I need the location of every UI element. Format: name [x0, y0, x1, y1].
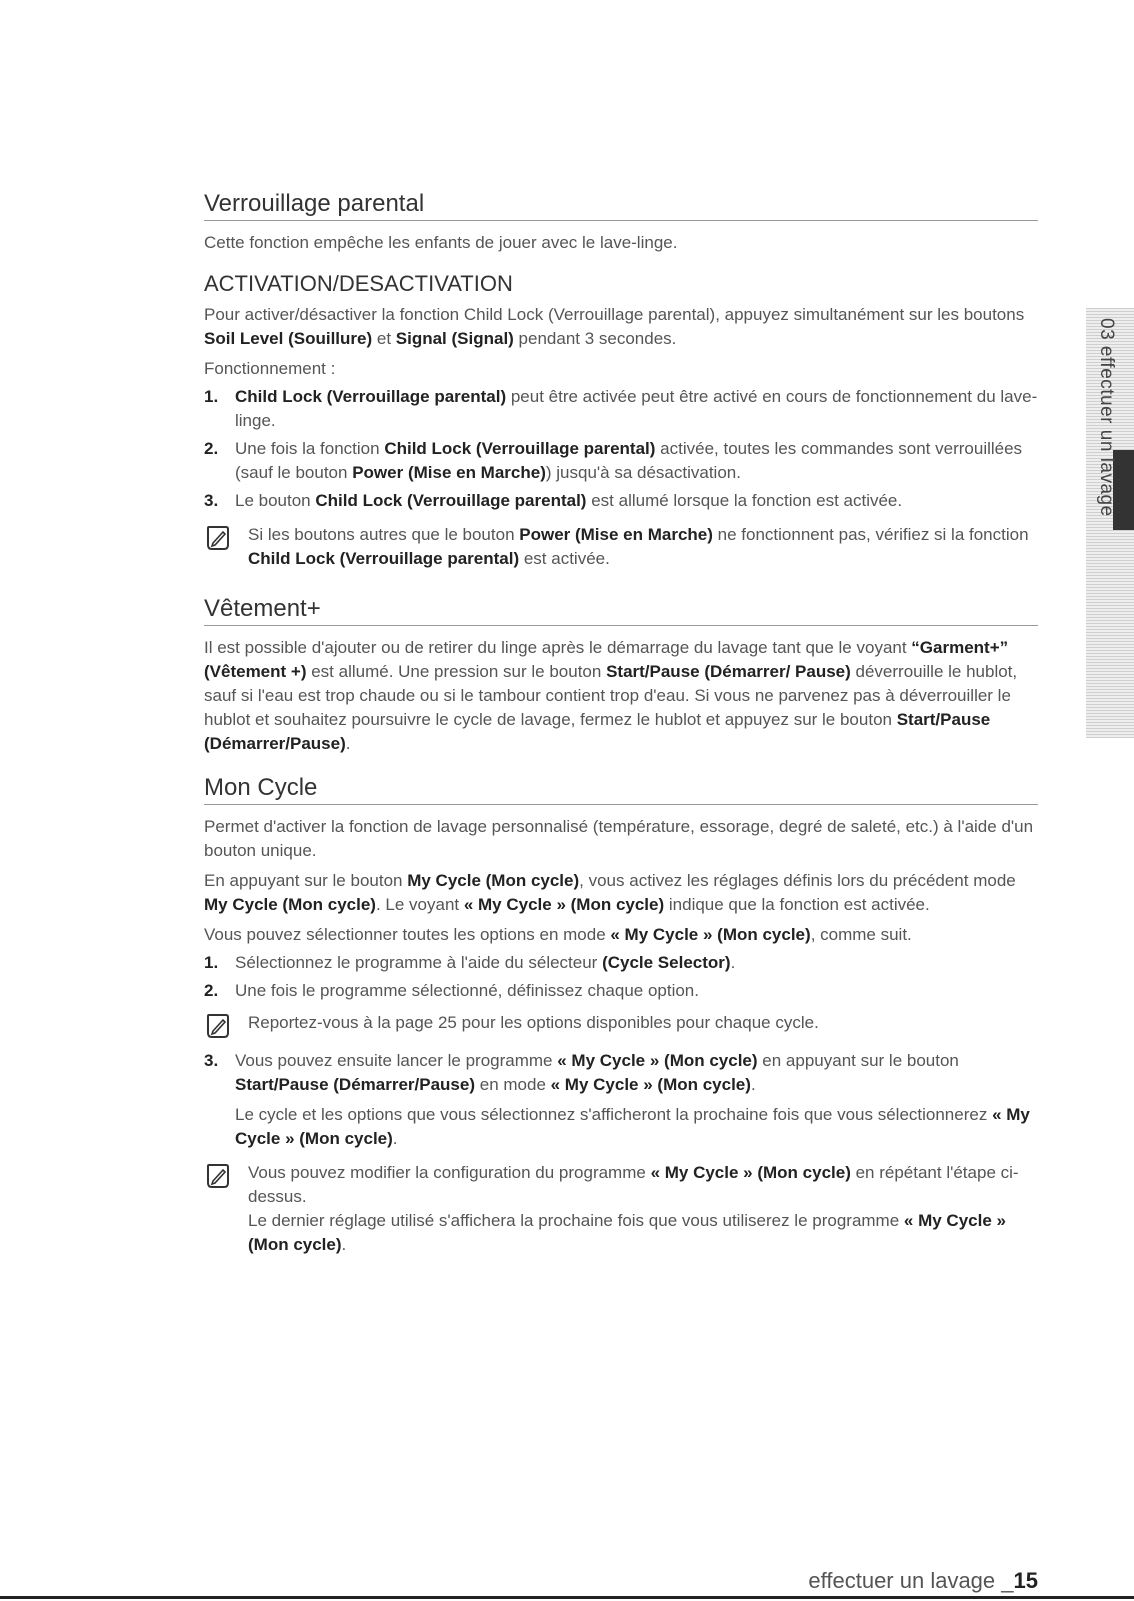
list-item: 1. Sélectionnez le programme à l'aide du sélecteur (Cycle Selector). [204, 953, 736, 972]
subsection-title-activation: ACTIVATION/DESACTIVATION [204, 271, 513, 296]
note-icon [204, 525, 234, 551]
note-page-reference: Reportez-vous à la page 25 pour les options disponibles pour chaque cycle. [204, 1011, 1038, 1039]
section-title-my-cycle: Mon Cycle [204, 774, 1038, 805]
page-footer [808, 1568, 1038, 1594]
list-item: 3. Le bouton Child Lock (Verrouillage parental) est allumé lorsque la fonction est activée. [204, 491, 903, 510]
note-icon [204, 1013, 234, 1039]
footer-chapter: effectuer un lavage _ [808, 1568, 1014, 1593]
list-item: 2. Une fois le programme sélectionné, définissez chaque option. [204, 981, 699, 1000]
chapter-side-tab-label: 03 effectuer un lavage [1096, 318, 1117, 517]
list-item: 3. Vous pouvez ensuite lancer le programme « My Cycle » (Mon cycle) en appuyant sur le bouton Start/Pause (Démarrer/Pause) en mode « My Cycle » (Mon cycle). [204, 1051, 959, 1094]
child-lock-intro: Cette fonction empêche les enfants de jouer avec le lave-linge. [204, 233, 678, 252]
list-item: 1. Child Lock (Verrouillage parental) peut être activée peut être activé en cours de fonctionnement du lave-linge. [204, 387, 1038, 430]
list-item: 2. Une fois la fonction Child Lock (Verrouillage parental) activée, toutes les commandes sont verrouillées (sauf le bouton Power (Mise en Marche)) jusqu'à sa désactivation. [204, 439, 1023, 482]
my-cycle-options-text: Vous pouvez sélectionner toutes les options en mode « My Cycle » (Mon cycle), comme suit. [204, 925, 912, 944]
page-content [204, 190, 1038, 1257]
section-title-garment: Vêtement+ [204, 595, 1038, 626]
section-title-child-lock: Verrouillage parental [204, 190, 1038, 221]
garment-text: Il est possible d'ajouter ou de retirer du linge après le démarrage du lavage tant que le voyant “Garment+” (Vêtement +) est allumé. Une pression sur le bouton Start/Pause (Démarrer/ Pause) déverrouille le hublot, sauf si l'eau est trop chaude ou si le tambour contient trop d'eau. Si vous ne parvenez pas à déverrouiller le hublot et souhaitez poursuivre le cycle de lavage, fermez le hublot et appuyez sur le bouton Start/Pause (Démarrer/Pause). [204, 638, 1018, 753]
my-cycle-button-text: En appuyant sur le bouton My Cycle (Mon cycle), vous activez les réglages définis lors du précédent mode My Cycle (Mon cycle). Le voyant « My Cycle » (Mon cycle) indique que la fonction est activée. [204, 871, 1016, 914]
my-cycle-intro: Permet d'activer la fonction de lavage personnalisé (température, essorage, degré de saleté, etc.) à l'aide d'un bouton unique. [204, 817, 1034, 860]
child-lock-activation-text: Pour activer/désactiver la fonction Child Lock (Verrouillage parental), appuyez simultanément sur les boutons Soil Level (Souillure) et Signal (Signal) pendant 3 secondes. [204, 305, 1025, 348]
my-cycle-next-time-text: Le cycle et les options que vous sélectionnez s'afficheront la prochaine fois que vous sélectionnerez « My Cycle » (Mon cycle). [235, 1105, 1030, 1148]
note-modify-config: Vous pouvez modifier la configuration du programme « My Cycle » (Mon cycle) en répétant l'étape ci-dessus. Le dernier réglage utilisé s'affichera la prochaine fois que vous utiliserez le programme « My Cycle » (Mon cycle). [204, 1161, 1038, 1257]
note-icon [204, 1163, 234, 1189]
note-child-lock: Si les boutons autres que le bouton Power (Mise en Marche) ne fonctionnent pas, vérifiez si la fonction Child Lock (Verrouillage parental) est activée. [204, 523, 1038, 571]
bottom-border [0, 1596, 1134, 1599]
child-lock-operation-label: Fonctionnement : [204, 359, 336, 378]
page-number: 15 [1013, 1568, 1038, 1593]
